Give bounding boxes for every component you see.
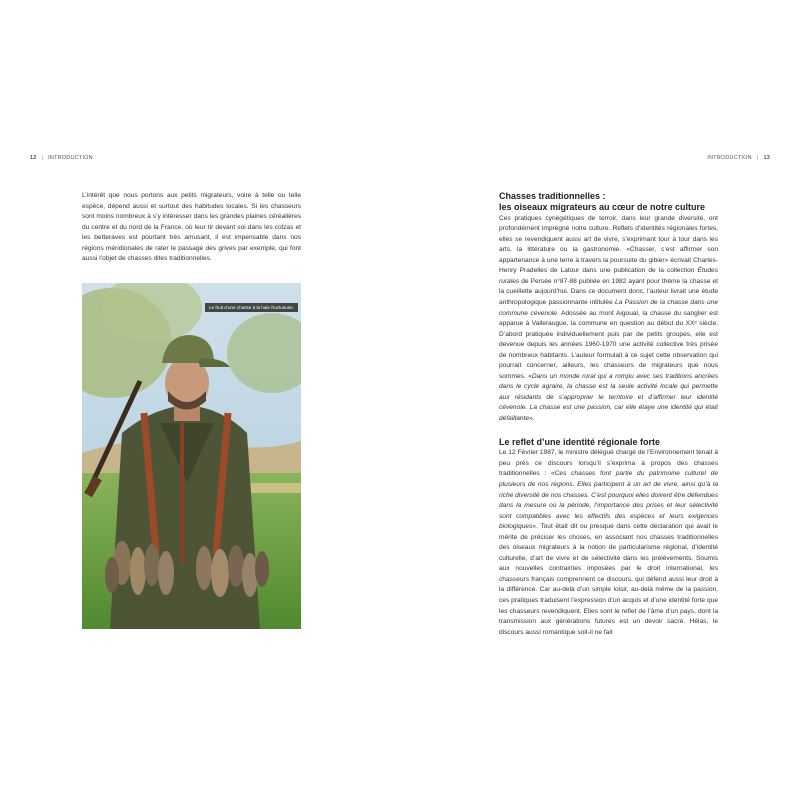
s1-italic-2: La Passion de la chasse dans une commune cévenole xyxy=(499,298,718,317)
section2-heading: Le reflet d’une identité régionale forte xyxy=(499,436,661,447)
intro-paragraph: L’intérêt que nous portons aux petits migrateurs, voire à telle ou telle espèce, dépend aussi et surtout des habitudes locales. Si les chasseurs sont moins nombreux à s’y intéresser dans les grandes plaines céréalières du centre et du nord de la France, où leur tir devant soi dans les colzas et les betteraves est pourtant très amusant, il est impensable dans nos régions méridionales de rater le passage des grives par exemple, qui font aussi l’objet de chasses dites traditionnelles. xyxy=(82,192,301,263)
right-column xyxy=(499,191,718,638)
right-section-title: INTRODUCTION xyxy=(707,155,752,161)
s2-text-1: Le 12 Février 1987, le ministre délégué chargé de l’Environnement tenait à peu près ce discours lorsqu’il s’exprima à propos des chasses traditionnelles : « xyxy=(499,449,718,478)
right-page-header xyxy=(707,155,770,161)
s2-italic-1: Ces chasses font partie du patrimoine culturel de plusieurs de nos régions. Elles participent à un art de vivre, ainsi qu’à la riche diversité de nos chasses. C’est pourquoi elles doivent être défendues dans la mesure où la période, l’importance des prises et leur sélectivité sont compatibles avec les effectifs des espèces et leurs exigences biologiques xyxy=(499,470,718,531)
left-page-header xyxy=(30,155,93,161)
section1-heading-line1: Chasses traditionnelles : xyxy=(499,191,606,201)
s1-text-2: de Persée n°87-88 publiée en 1982 ayant pour thème la chasse et la cueillette aujourd’hui. Dans ce document donc, l’auteur livrait une étude anthropologique passionnante intitulée xyxy=(499,277,718,306)
section2-paragraph xyxy=(499,448,718,638)
s1-italic-3: Dans un monde rural qui a rompu avec ses traditions ancrées dans le cycle agraire, la chasse est la seule activité locale qui permette aux résidants de s’approprier le territoire et d’affirmer leur identité cévenole. La chasse est une passion, car elle étaye une identité qui était défaillante xyxy=(499,372,718,422)
section1-heading xyxy=(499,191,718,213)
left-page-number: 12 xyxy=(30,155,37,161)
s1-text-end: ». xyxy=(529,414,535,422)
s1-text-1: Ces pratiques cynégétiques de terroir, dans leur grande diversité, ont profondément imprégné notre culture. Reflets d’identités régionales fortes, elles se revendiquent aussi art de vivre, s’exprimant tour à tour dans les arts, la littérature ou la gastronomie. «Chasser, c’est affirmer son appartenance à une terre à travers la poursuite du gibier» écrivait Charles-Henry Pradelles de Latour dans une publication de la collection xyxy=(499,214,718,275)
hunter-photo-illustration xyxy=(82,283,301,629)
section1-paragraph xyxy=(499,214,718,425)
left-section-title: INTRODUCTION xyxy=(48,155,93,161)
right-header-separator: | xyxy=(756,155,759,161)
photo-caption: Le fruit d’une chasse à la haie fructueuse. xyxy=(205,303,298,312)
left-header-separator: | xyxy=(41,155,44,161)
hunter-photo xyxy=(82,283,301,629)
section1-heading-line2: les oiseaux migrateurs au cœur de notre culture xyxy=(499,201,706,212)
s1-italic-1: Études rurales xyxy=(499,267,718,285)
right-page-number: 13 xyxy=(763,155,770,161)
s2-text-2: ». Tout était dit ou presque dans cette déclaration qui avait le mérite de préciser les choses, en associant nos chasses traditionnelles des oiseaux migrateurs à la notion de particularisme régional, d’identité culturelle, d’art de vivre et de sélectivité dans les prélèvements. Soumis aux nouvelles contraintes imposées par le droit international, les chasseurs français comprennent ce discours, qui défend aussi leur droit à la différence. Car au-delà d’un simple loisir, au-delà même de la passion, ces pratiques traduisent l’expression d’un acquis et d’une identité forte que les chasseurs revendiquent. Elles sont le reflet de l’âme d’un pays, dont la transmission aux générations futures est un devoir sacré. Hélas, le discours aussi romantique soit-il ne fait xyxy=(499,523,718,636)
s1-text-3: . Adossée au mont Aigoual, la chasse du sanglier est apparue à Valleraugue, la commune en question au début du XXᵉ siècle. D’abord pratiquée individuellement puis par de petits groupes, elle est devenue depuis les années 1960-1970 une activité collective très prisée de nombreux habitants. L’auteur formulait à ce sujet cette observation qui pourrait concerner, ailleurs, les chasseurs de migrateurs que nous sommes. « xyxy=(499,309,718,380)
